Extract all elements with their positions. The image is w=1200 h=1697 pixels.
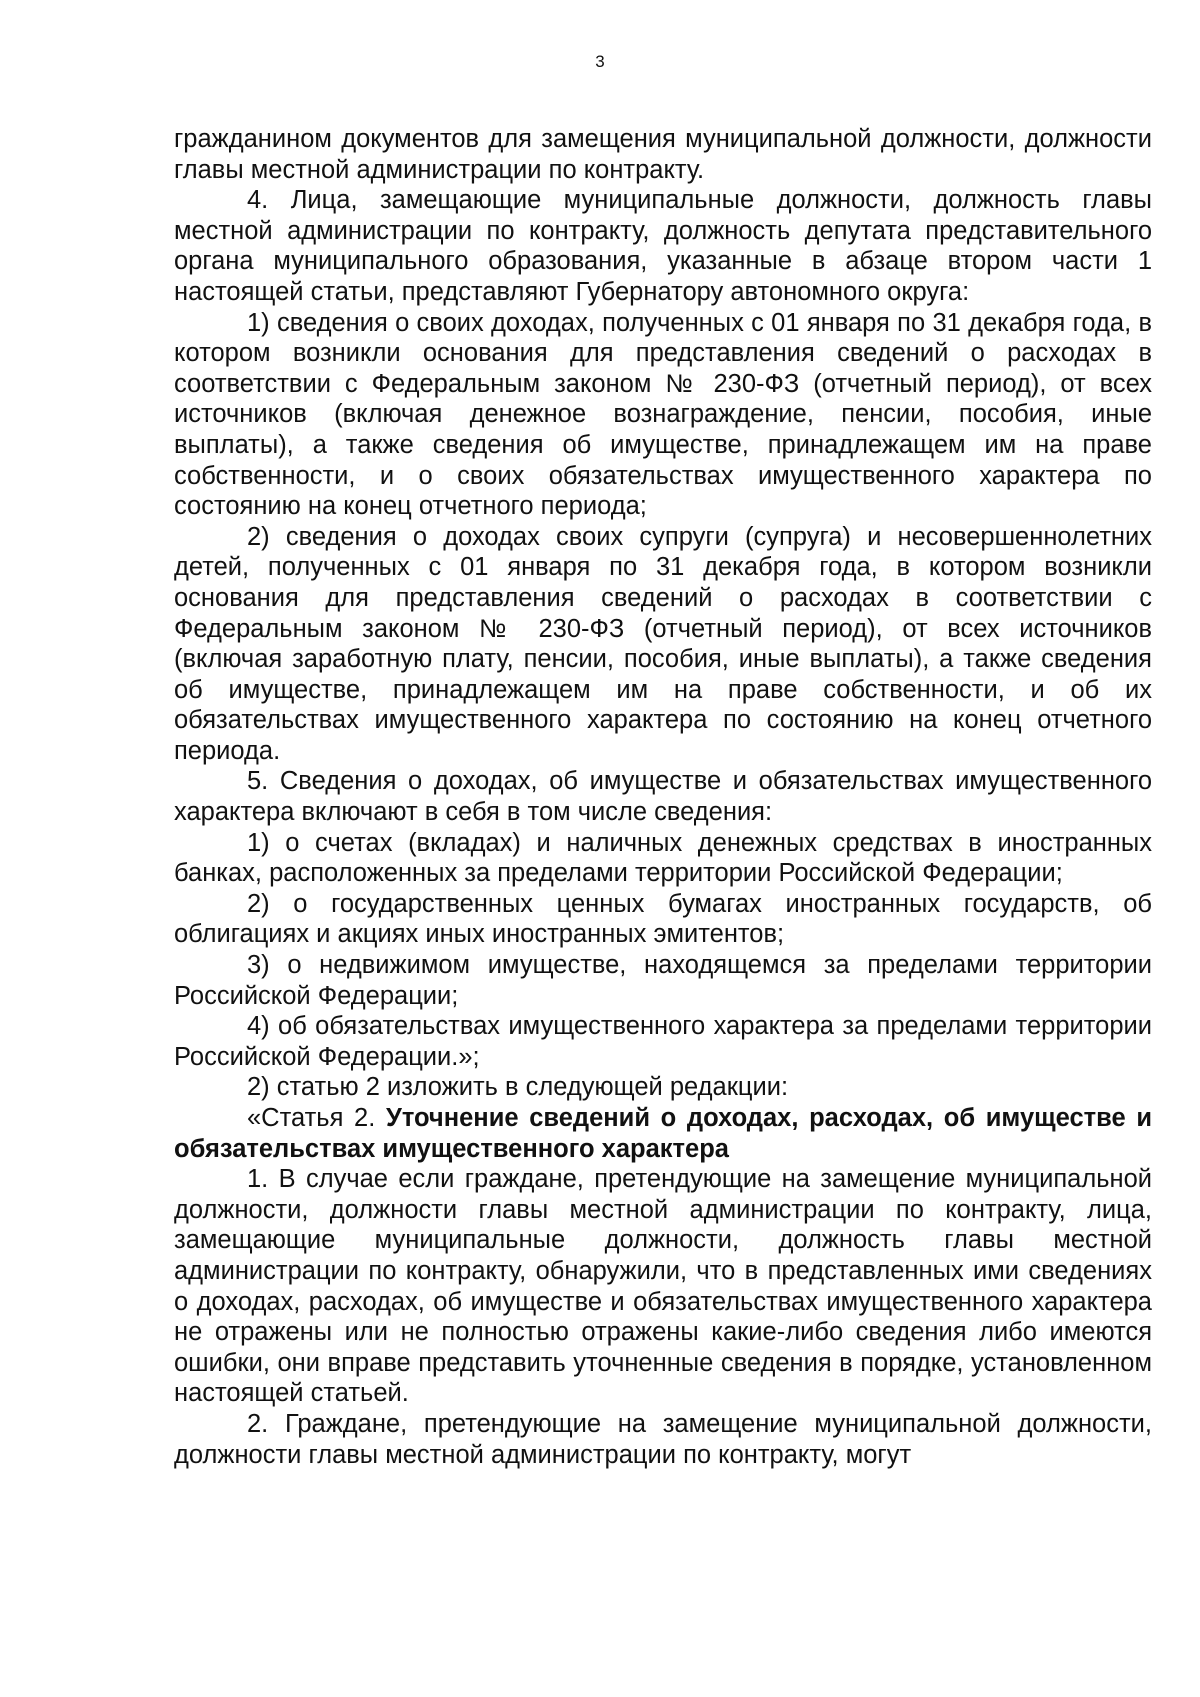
- article-paragraph-1: 1. В случае если граждане, претендующие на замещение муниципальной должности, должности главы местной администрации по контракту, лица, замещающие муниципальные должности, должность главы местной администрации по контракту, обнаружили, что в представленных ими сведениях о доходах, расходах, об имуществе и обязательствах имущественного характера не отражены или не полностью отражены какие-либо сведения либо имеются ошибки, они вправе представить уточненные сведения в порядке, установленном настоящей статьей.: [174, 1165, 1152, 1408]
- paragraph-item-5-sub-2: 2) о государственных ценных бумагах иностранных государств, об облигациях и акциях иных иностранных эмитентов;: [174, 889, 1152, 949]
- paragraph-continuation: гражданином документов для замещения муниципальной должности, должности главы местной администрации по контракту.: [174, 125, 1152, 184]
- paragraph-item-4: 4. Лица, замещающие муниципальные должности, должность главы местной администрации по контракту, должность депутата представительного органа муниципального образования, указанные в абзаце втором части 1 настоящей статьи, представляют Губернатору автономного округа:: [174, 186, 1152, 306]
- paragraph-amendment-2: 2) статью 2 изложить в следующей редакции:: [247, 1073, 789, 1102]
- article-prefix: «Статья 2.: [247, 1104, 386, 1132]
- paragraph-item-5-sub-4: 4) об обязательствах имущественного характера за пределами территории Российской Федерации.»;: [174, 1012, 1152, 1071]
- article-title: Уточнение сведений о доходах, расходах, об имуществе и обязательствах имущественного характера: [174, 1104, 1152, 1163]
- article-paragraph-2: 2. Граждане, претендующие на замещение муниципальной должности, должности главы местной администрации по контракту, могут: [174, 1409, 1152, 1469]
- paragraph-item-5-sub-1: 1) о счетах (вкладах) и наличных денежных средствах в иностранных банках, расположенных за пределами территории Российской Федерации;: [174, 828, 1152, 888]
- document-body: [174, 124, 1152, 1470]
- page-number: 3: [595, 52, 605, 71]
- paragraph-item-5: 5. Сведения о доходах, об имуществе и обязательствах имущественного характера включают в себя в том числе сведения:: [174, 767, 1152, 827]
- article-heading: [174, 1103, 1152, 1164]
- paragraph-subitem-1: 1) сведения о своих доходах, полученных с 01 января по 31 декабря года, в котором возникли основания для представления сведений о расходах в соответствии с Федеральным законом № 230-ФЗ (отчетный период), от всех источников (включая денежное вознаграждение, пенсии, пособия, иные выплаты), а также сведения об имуществе, принадлежащем им на праве собственности, и о своих обязательствах имущественного характера по состоянию на конец отчетного периода;: [174, 308, 1152, 521]
- paragraph-item-5-sub-3: 3) о недвижимом имуществе, находящемся за пределами территории Российской Федерации;: [174, 951, 1152, 1010]
- paragraph-subitem-2: 2) сведения о доходах своих супруги (супруга) и несовершеннолетних детей, полученных с 01 января по 31 декабря года, в котором возникли основания для представления сведений о расходах в соответствии с Федеральным законом № 230-ФЗ (отчетный период), от всех источников (включая заработную плату, пенсии, пособия, иные выплаты), а также сведения об имуществе, принадлежащем им на праве собственности, и об их обязательствах имущественного характера по состоянию на конец отчетного периода.: [174, 522, 1152, 765]
